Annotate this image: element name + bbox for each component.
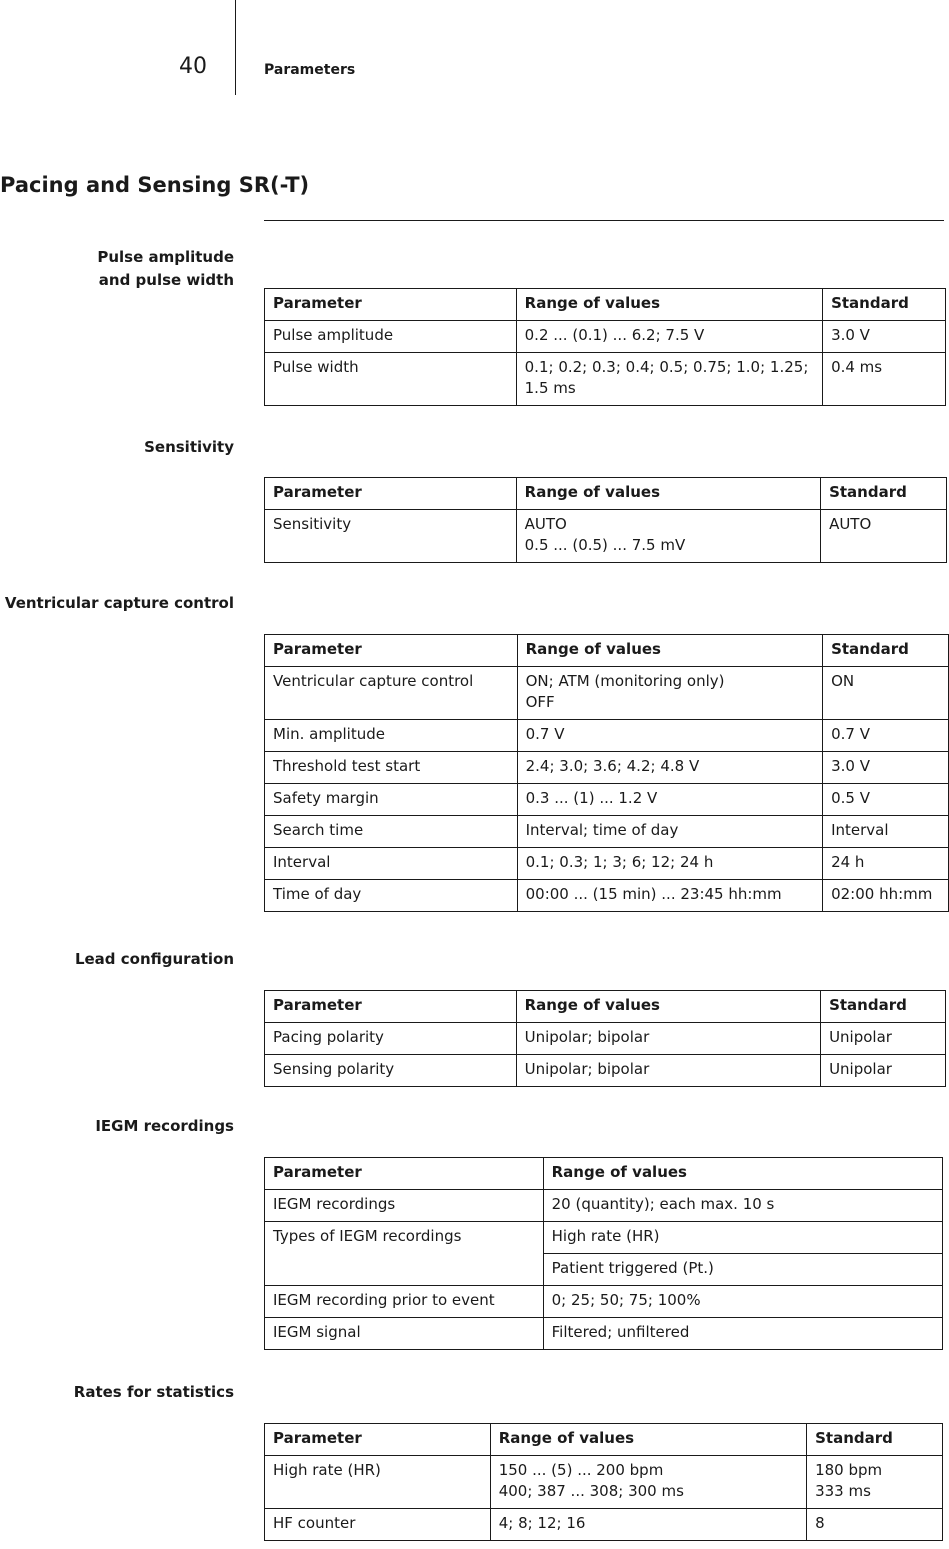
section-rule xyxy=(264,220,944,221)
table-row xyxy=(265,1055,946,1087)
table-row xyxy=(265,848,949,880)
table-row xyxy=(265,1023,946,1055)
table-cell: 20 (quantity); each max. 10 s xyxy=(543,1190,942,1222)
table-cell: Sensitivity xyxy=(265,510,517,563)
rates-table xyxy=(264,1423,943,1541)
table-row xyxy=(265,510,947,563)
header-divider xyxy=(235,0,236,95)
column-header: Standard xyxy=(823,289,946,321)
table-cell: 0.4 ms xyxy=(823,353,946,406)
table-header-row xyxy=(265,1424,943,1456)
table-cell: 0.1; 0.3; 1; 3; 6; 12; 24 h xyxy=(517,848,822,880)
table-cell: IEGM signal xyxy=(265,1318,544,1350)
table-row xyxy=(265,1190,943,1222)
table-header-row xyxy=(265,635,949,667)
column-header: Parameter xyxy=(265,991,517,1023)
table-cell: Min. amplitude xyxy=(265,720,518,752)
pulse-table xyxy=(264,288,946,406)
table-cell: Safety margin xyxy=(265,784,518,816)
sensitivity-table xyxy=(264,477,947,563)
column-header: Range of values xyxy=(490,1424,806,1456)
table-cell: Unipolar; bipolar xyxy=(516,1055,820,1087)
table-row xyxy=(265,784,949,816)
table-cell: High rate (HR) xyxy=(543,1222,942,1254)
column-header: Parameter xyxy=(265,635,518,667)
table-cell: AUTO xyxy=(821,510,947,563)
table-cell: 180 bpm 333 ms xyxy=(807,1456,943,1509)
column-header: Range of values xyxy=(516,289,822,321)
capture-table xyxy=(264,634,949,912)
pulse-label: Pulse amplitude and pulse width xyxy=(97,248,234,289)
iegm-table xyxy=(264,1157,943,1350)
table-cell: Unipolar xyxy=(821,1055,946,1087)
column-header: Range of values xyxy=(543,1158,942,1190)
table-row xyxy=(265,720,949,752)
table-cell: Interval xyxy=(823,816,949,848)
table-row xyxy=(265,1456,943,1509)
column-header: Range of values xyxy=(516,991,820,1023)
table-cell: 4; 8; 12; 16 xyxy=(490,1509,806,1541)
table-cell: 24 h xyxy=(823,848,949,880)
table-cell: 0.1; 0.2; 0.3; 0.4; 0.5; 0.75; 1.0; 1.25; 1.5 ms xyxy=(516,353,822,406)
table-cell: Threshold test start xyxy=(265,752,518,784)
table-cell: 02:00 hh:mm xyxy=(823,880,949,912)
column-header: Parameter xyxy=(265,478,517,510)
table-row xyxy=(265,752,949,784)
table-header-row xyxy=(265,991,946,1023)
table-cell: HF counter xyxy=(265,1509,491,1541)
table-cell: 2.4; 3.0; 3.6; 4.2; 4.8 V xyxy=(517,752,822,784)
column-header: Standard xyxy=(807,1424,943,1456)
table-cell: 8 xyxy=(807,1509,943,1541)
table-cell: 00:00 ... (15 min) ... 23:45 hh:mm xyxy=(517,880,822,912)
column-header: Range of values xyxy=(516,478,820,510)
iegm-label: IEGM recordings xyxy=(95,1117,234,1135)
section-title: Pacing and Sensing SR(-T) xyxy=(0,173,310,197)
rates-label: Rates for statistics xyxy=(73,1383,234,1401)
table-cell: 0.7 V xyxy=(823,720,949,752)
table-row xyxy=(265,880,949,912)
lead-table xyxy=(264,990,946,1087)
table-cell: Time of day xyxy=(265,880,518,912)
table-cell: High rate (HR) xyxy=(265,1456,491,1509)
column-header: Parameter xyxy=(265,289,517,321)
table-cell: 3.0 V xyxy=(823,321,946,353)
running-header: Parameters xyxy=(264,62,356,78)
capture-label: Ventricular capture control xyxy=(4,594,234,612)
table-cell: Filtered; unfiltered xyxy=(543,1318,942,1350)
table-cell: Search time xyxy=(265,816,518,848)
column-header: Standard xyxy=(821,478,947,510)
table-cell: ON; ATM (monitoring only) OFF xyxy=(517,667,822,720)
table-cell: 0.7 V xyxy=(517,720,822,752)
column-header: Parameter xyxy=(265,1158,544,1190)
page-number: 40 xyxy=(179,54,207,79)
table-cell: 0.2 ... (0.1) ... 6.2; 7.5 V xyxy=(516,321,822,353)
table-row xyxy=(265,1222,943,1254)
column-header: Standard xyxy=(823,635,949,667)
table-row xyxy=(265,1318,943,1350)
column-header: Parameter xyxy=(265,1424,491,1456)
table-cell: Types of IEGM recordings xyxy=(265,1222,544,1286)
table-cell: 0; 25; 50; 75; 100% xyxy=(543,1286,942,1318)
table-cell: 0.3 ... (1) ... 1.2 V xyxy=(517,784,822,816)
table-cell: Sensing polarity xyxy=(265,1055,517,1087)
table-row xyxy=(265,1286,943,1318)
table-cell: Patient triggered (Pt.) xyxy=(543,1254,942,1286)
table-header-row xyxy=(265,478,947,510)
table-cell: Interval; time of day xyxy=(517,816,822,848)
table-cell: Interval xyxy=(265,848,518,880)
table-cell: Unipolar; bipolar xyxy=(516,1023,820,1055)
table-cell: Unipolar xyxy=(821,1023,946,1055)
table-header-row xyxy=(265,1158,943,1190)
table-cell: Pacing polarity xyxy=(265,1023,517,1055)
table-cell: Pulse amplitude xyxy=(265,321,517,353)
table-cell: ON xyxy=(823,667,949,720)
table-cell: IEGM recording prior to event xyxy=(265,1286,544,1318)
table-header-row xyxy=(265,289,946,321)
table-cell: Ventricular capture control xyxy=(265,667,518,720)
table-row xyxy=(265,321,946,353)
table-cell: IEGM recordings xyxy=(265,1190,544,1222)
table-cell: 150 ... (5) ... 200 bpm 400; 387 ... 308; 300 ms xyxy=(490,1456,806,1509)
table-row xyxy=(265,667,949,720)
column-header: Range of values xyxy=(517,635,822,667)
table-cell: 0.5 V xyxy=(823,784,949,816)
table-cell: Pulse width xyxy=(265,353,517,406)
table-row xyxy=(265,816,949,848)
table-cell: 3.0 V xyxy=(823,752,949,784)
table-cell: AUTO 0.5 ... (0.5) ... 7.5 mV xyxy=(516,510,820,563)
table-row xyxy=(265,1509,943,1541)
sensitivity-label: Sensitivity xyxy=(144,438,234,456)
table-row xyxy=(265,353,946,406)
lead-label: Lead configuration xyxy=(74,950,234,968)
column-header: Standard xyxy=(821,991,946,1023)
